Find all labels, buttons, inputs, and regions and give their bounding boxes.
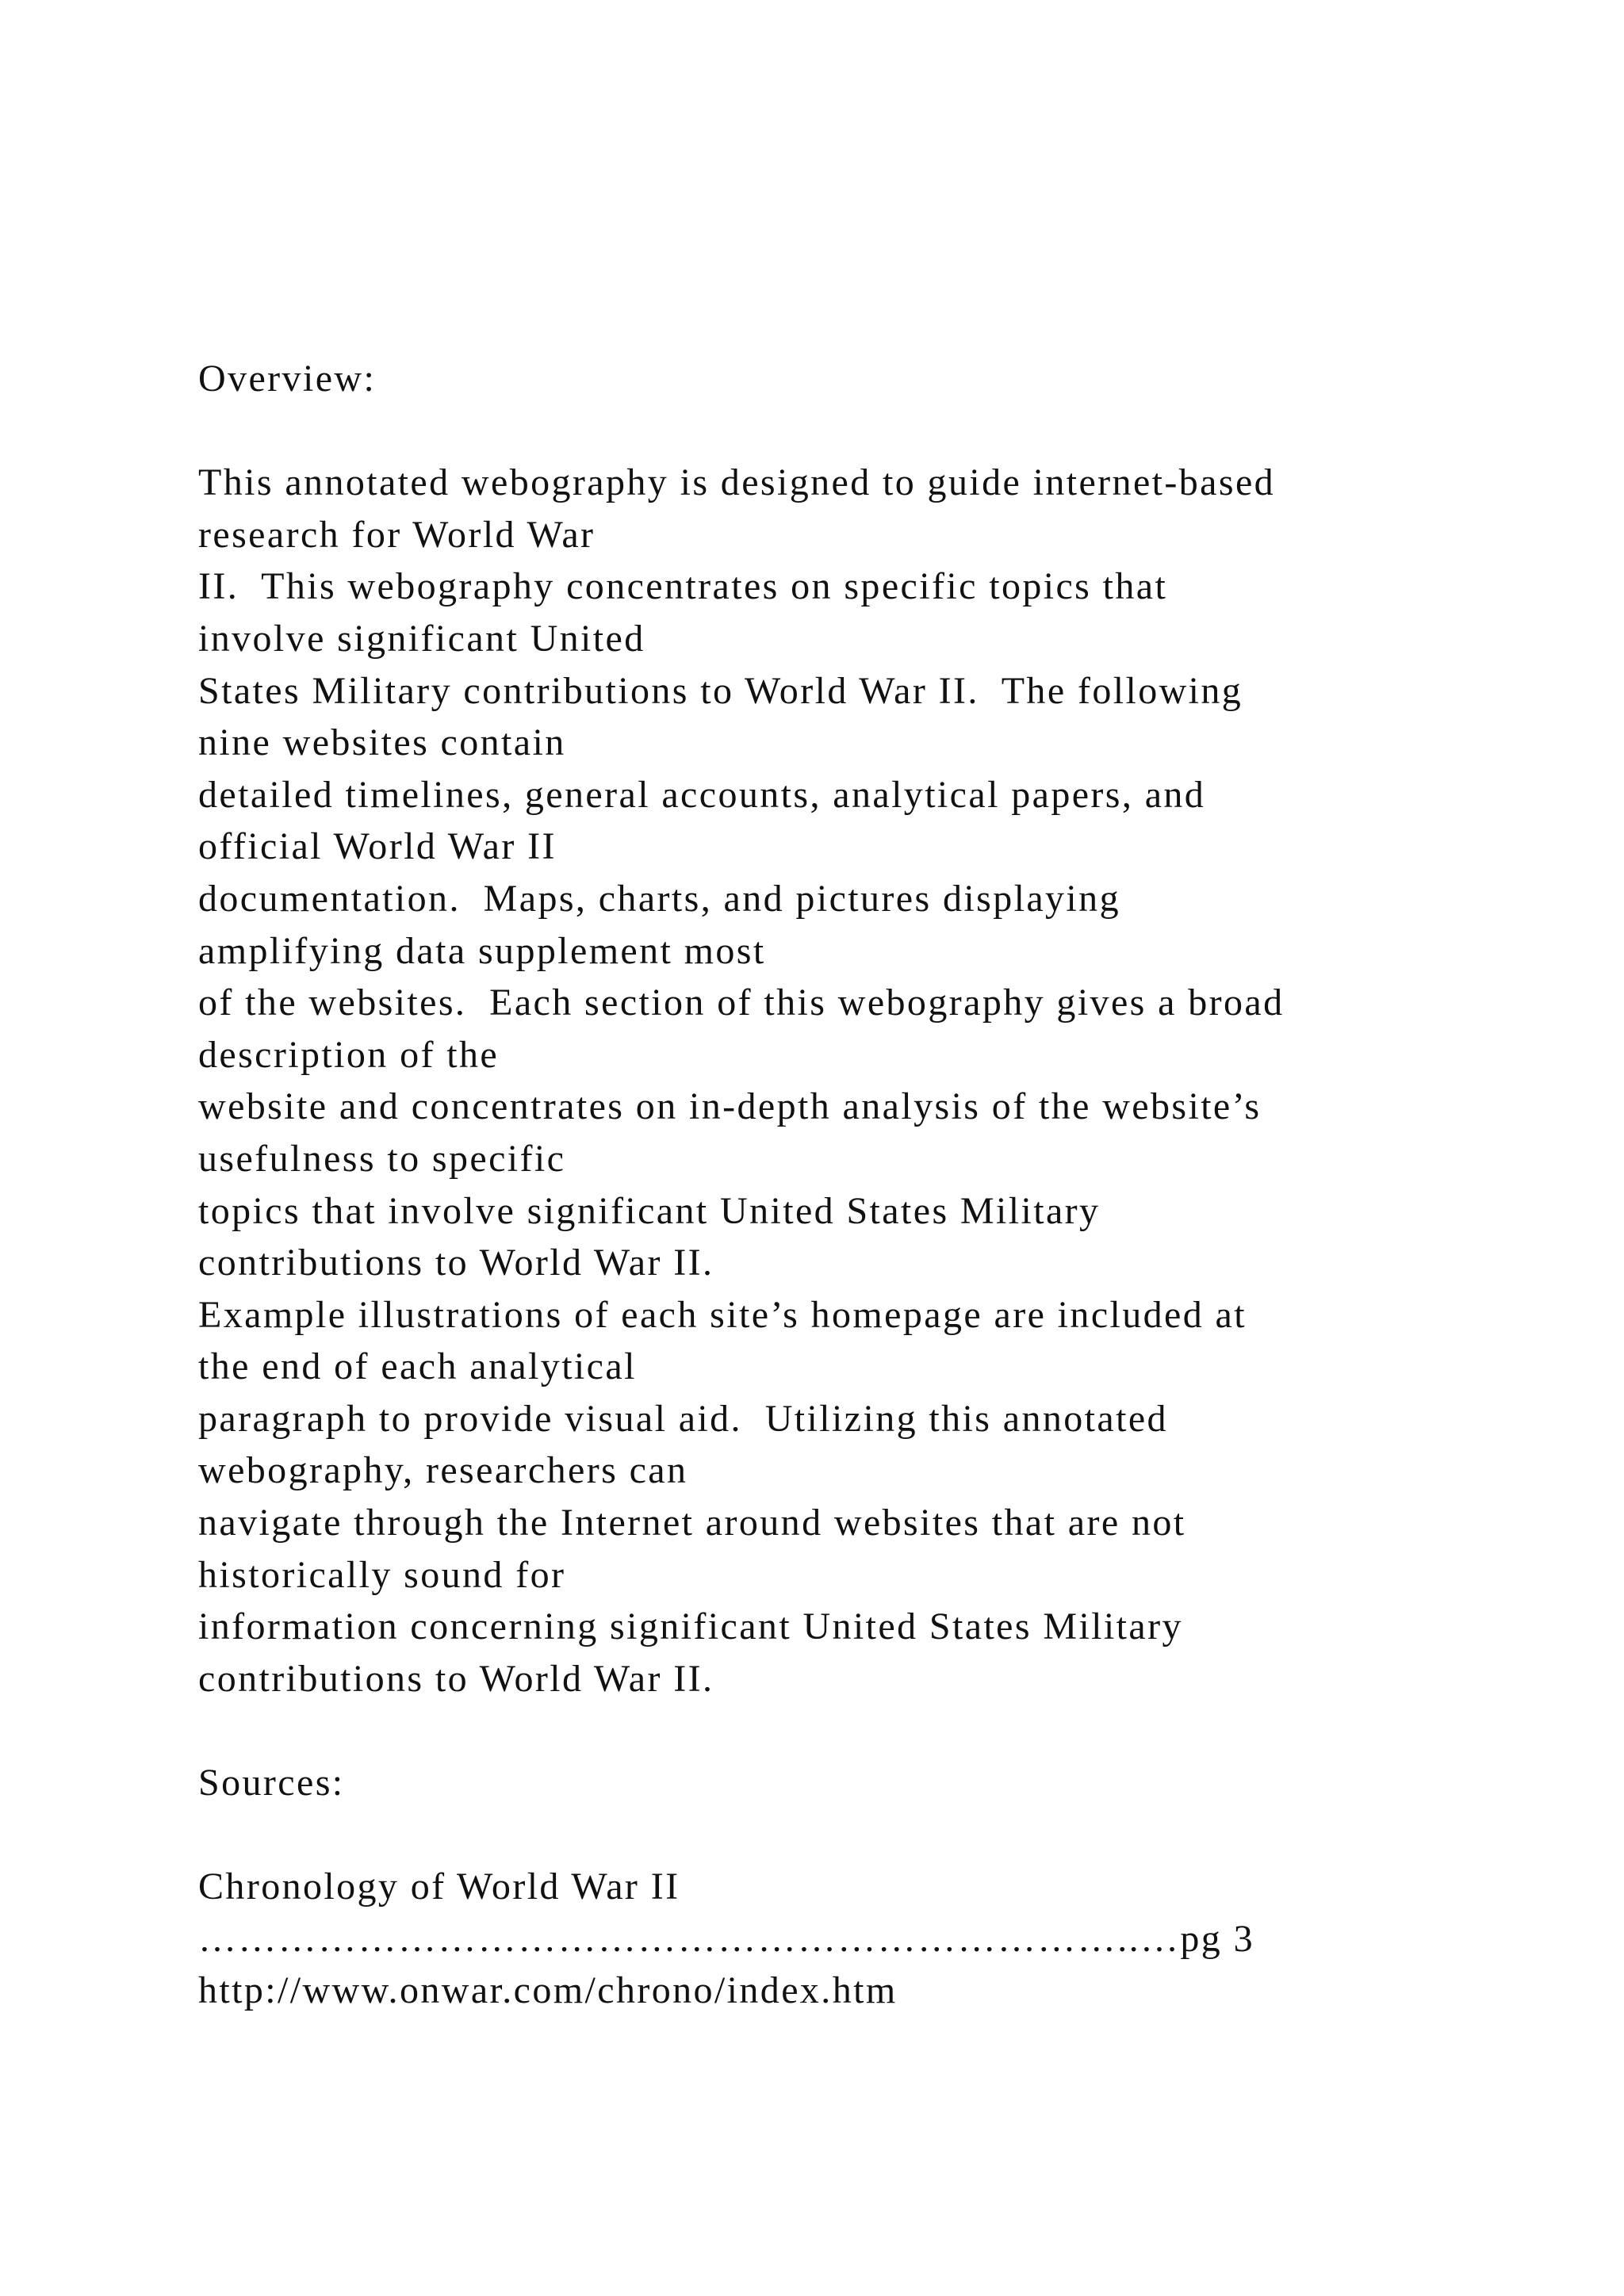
overview-line: topics that involve significant United States Military [198,1189,1101,1232]
blank-line [198,1809,1546,1862]
overview-line: contributions to World War II. [198,1242,714,1284]
overview-line: webography, researchers can [198,1449,688,1492]
document-body [198,353,1546,2017]
overview-line: historically sound for [198,1553,566,1596]
overview-line: documentation. Maps, charts, and pictures displaying [198,877,1120,920]
overview-line: of the websites. Each section of this webography gives a broad [198,982,1285,1024]
overview-line: description of the [198,1033,500,1076]
overview-line: navigate through the Internet around websites that are not [198,1502,1186,1544]
overview-line: contributions to World War II. [198,1657,714,1700]
overview-line: amplifying data supplement most [198,929,766,972]
sources-heading: Sources: [198,1762,345,1804]
overview-line: States Military contributions to World War II. The following [198,669,1243,712]
overview-line: paragraph to provide visual aid. Utilizing this annotated [198,1397,1168,1440]
overview-line: research for World War [198,513,596,556]
blank-line [198,405,1546,457]
overview-line: nine websites contain [198,721,566,764]
overview-line: website and concentrates on in-depth analysis of the website’s [198,1085,1262,1128]
overview-line: involve significant United [198,617,645,660]
source-title: Chronology of World War II [198,1866,680,1908]
overview-line: official World War II [198,825,557,868]
overview-line: This annotated webography is designed to guide internet-based [198,461,1276,504]
source-url: http://www.onwar.com/chrono/index.htm [198,1969,898,2012]
overview-line: usefulness to specific [198,1137,566,1180]
overview-line: information concerning significant United States Military [198,1605,1183,1648]
overview-heading: Overview: [198,358,377,400]
overview-line: detailed timelines, general accounts, analytical papers, and [198,773,1206,816]
overview-line: the end of each analytical [198,1345,637,1388]
overview-line: II. This webography concentrates on specific topics that [198,565,1168,608]
blank-line [198,1705,1546,1757]
source-page-leader: ……………………………………………………………..…pg 3 [198,1917,1254,1960]
overview-line: Example illustrations of each site’s homepage are included at [198,1293,1247,1336]
